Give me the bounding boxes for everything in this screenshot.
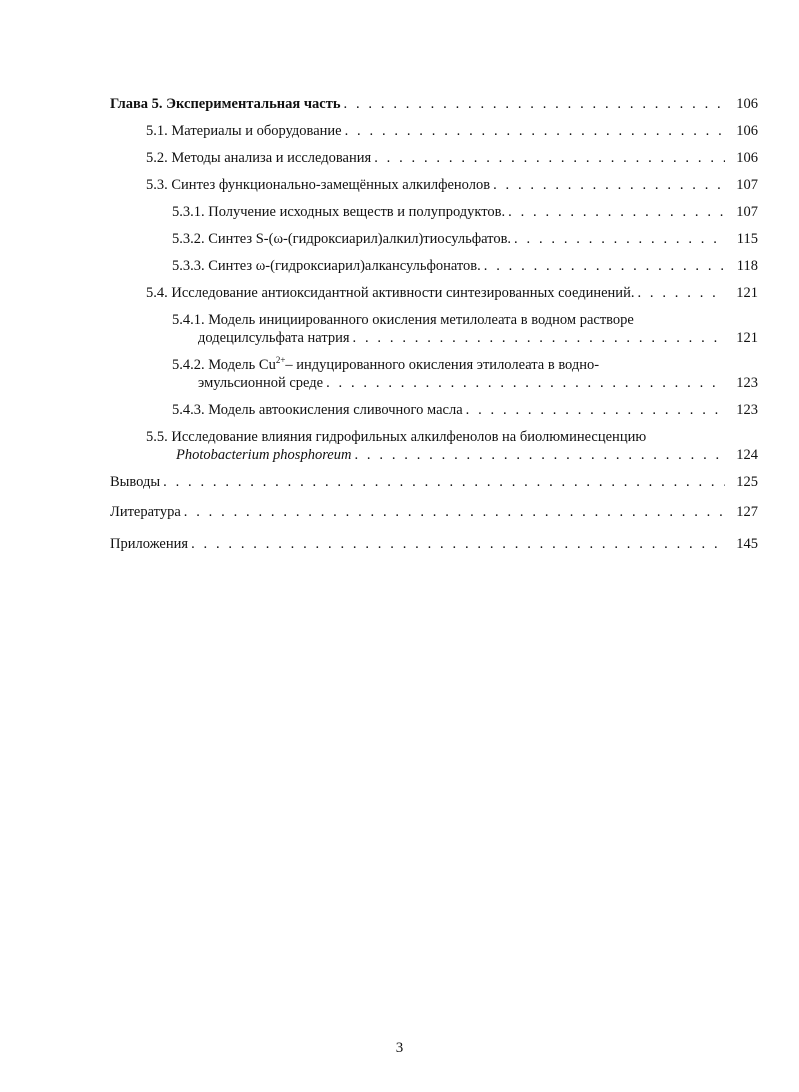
toc-entry-title: Приложения [110, 536, 189, 552]
toc-entry-page: 121 [736, 285, 758, 301]
toc-entry-5-3-2[interactable] [172, 231, 758, 248]
toc-entry-title: 5.2. Методы анализа и исследования [146, 150, 372, 166]
dot-leader [344, 96, 725, 113]
toc-entry-page: 123 [736, 375, 758, 391]
dot-leader [514, 231, 725, 248]
dot-leader [345, 123, 725, 140]
toc-entry-title: 5.4. Исследование антиоксидантной активности синтезированных соединений. [146, 285, 635, 301]
toc-entry-5-3[interactable] [146, 177, 758, 194]
toc-entry-5-3-3[interactable] [172, 258, 758, 275]
toc-entry-literature[interactable] [110, 504, 758, 521]
dot-leader [163, 474, 725, 491]
toc-entry-page: 118 [736, 258, 758, 274]
toc-entry-5-5[interactable] [146, 429, 758, 464]
toc-entry-page: 127 [736, 504, 758, 520]
toc-entry-page: 107 [736, 204, 758, 220]
toc-entry-5-4-3[interactable] [172, 402, 758, 419]
dot-leader [326, 375, 725, 392]
toc-entry-conclusions[interactable] [110, 474, 758, 491]
toc-entry-page: 115 [736, 231, 758, 247]
toc-entry-page: 123 [736, 402, 758, 418]
toc-entry-title: 5.3.2. Синтез S-(ω-(гидроксиарил)алкил)тиосульфатов. [172, 231, 512, 247]
toc-entry-title-line-2: эмульсионной среде [198, 375, 324, 391]
dot-leader [354, 447, 725, 464]
toc-entry-5-1[interactable] [146, 123, 758, 140]
toc-entry-title: Выводы [110, 474, 161, 490]
toc-entry-title-line-1: 5.5. Исследование влияния гидрофильных алкилфенолов на биолюминесценцию [146, 429, 647, 445]
toc-entry-page: 107 [736, 177, 758, 193]
toc-entry-title: 5.3.1. Получение исходных веществ и полупродуктов. [172, 204, 506, 220]
toc-entry-5-2[interactable] [146, 150, 758, 167]
toc-entry-title-line-1: 5.4.1. Модель инициированного окисления метилолеата в водном растворе [172, 312, 634, 328]
toc-entry-page: 124 [736, 447, 758, 463]
toc-entry-page: 125 [736, 474, 758, 490]
toc-entry-appendices[interactable] [110, 536, 758, 553]
superscript-charge: 2+ [275, 355, 286, 366]
toc-entry-5-4-1[interactable] [172, 312, 758, 347]
dot-leader [466, 402, 725, 419]
dot-leader [353, 330, 725, 347]
toc-entry-5-4[interactable] [146, 285, 758, 302]
toc-entry-5-3-1[interactable] [172, 204, 758, 221]
toc-entry-title: 5.3.3. Синтез ω-(гидроксиарил)алкансульфонатов. [172, 258, 481, 274]
dot-leader [484, 258, 725, 275]
dot-leader [493, 177, 725, 194]
toc-entry-title-line-2: Photobacterium phosphoreum [176, 447, 352, 463]
dot-leader [184, 504, 725, 521]
toc-entry-page: 145 [736, 536, 758, 552]
toc-entry-page: 106 [736, 96, 758, 112]
dot-leader [508, 204, 725, 221]
toc-entry-title: 5.3. Синтез функционально-замещённых алкилфенолов [146, 177, 491, 193]
toc-entry-title-line-2: додецилсульфата натрия [198, 330, 350, 346]
toc-entry-title: 5.1. Материалы и оборудование [146, 123, 342, 139]
dot-leader [374, 150, 725, 167]
dot-leader [191, 536, 725, 553]
dot-leader [637, 285, 725, 302]
toc-entry-5-4-2[interactable] [172, 357, 758, 392]
toc-entry-title: Глава 5. Экспериментальная часть [110, 96, 341, 112]
toc-entry-page: 121 [736, 330, 758, 346]
page-number: 3 [395, 1040, 404, 1056]
toc-entry-page: 106 [736, 150, 758, 166]
toc-entry-chapter-5[interactable] [110, 96, 758, 113]
toc-entry-title: 5.4.3. Модель автоокисления сливочного масла [172, 402, 463, 418]
toc-entry-page: 106 [736, 123, 758, 139]
toc-entry-title-line-1: 5.4.2. Модель $Cu^{2+}-$ индуцированного окисления этилолеата в водно- [172, 355, 600, 373]
toc-entry-title: Литература [110, 504, 181, 520]
